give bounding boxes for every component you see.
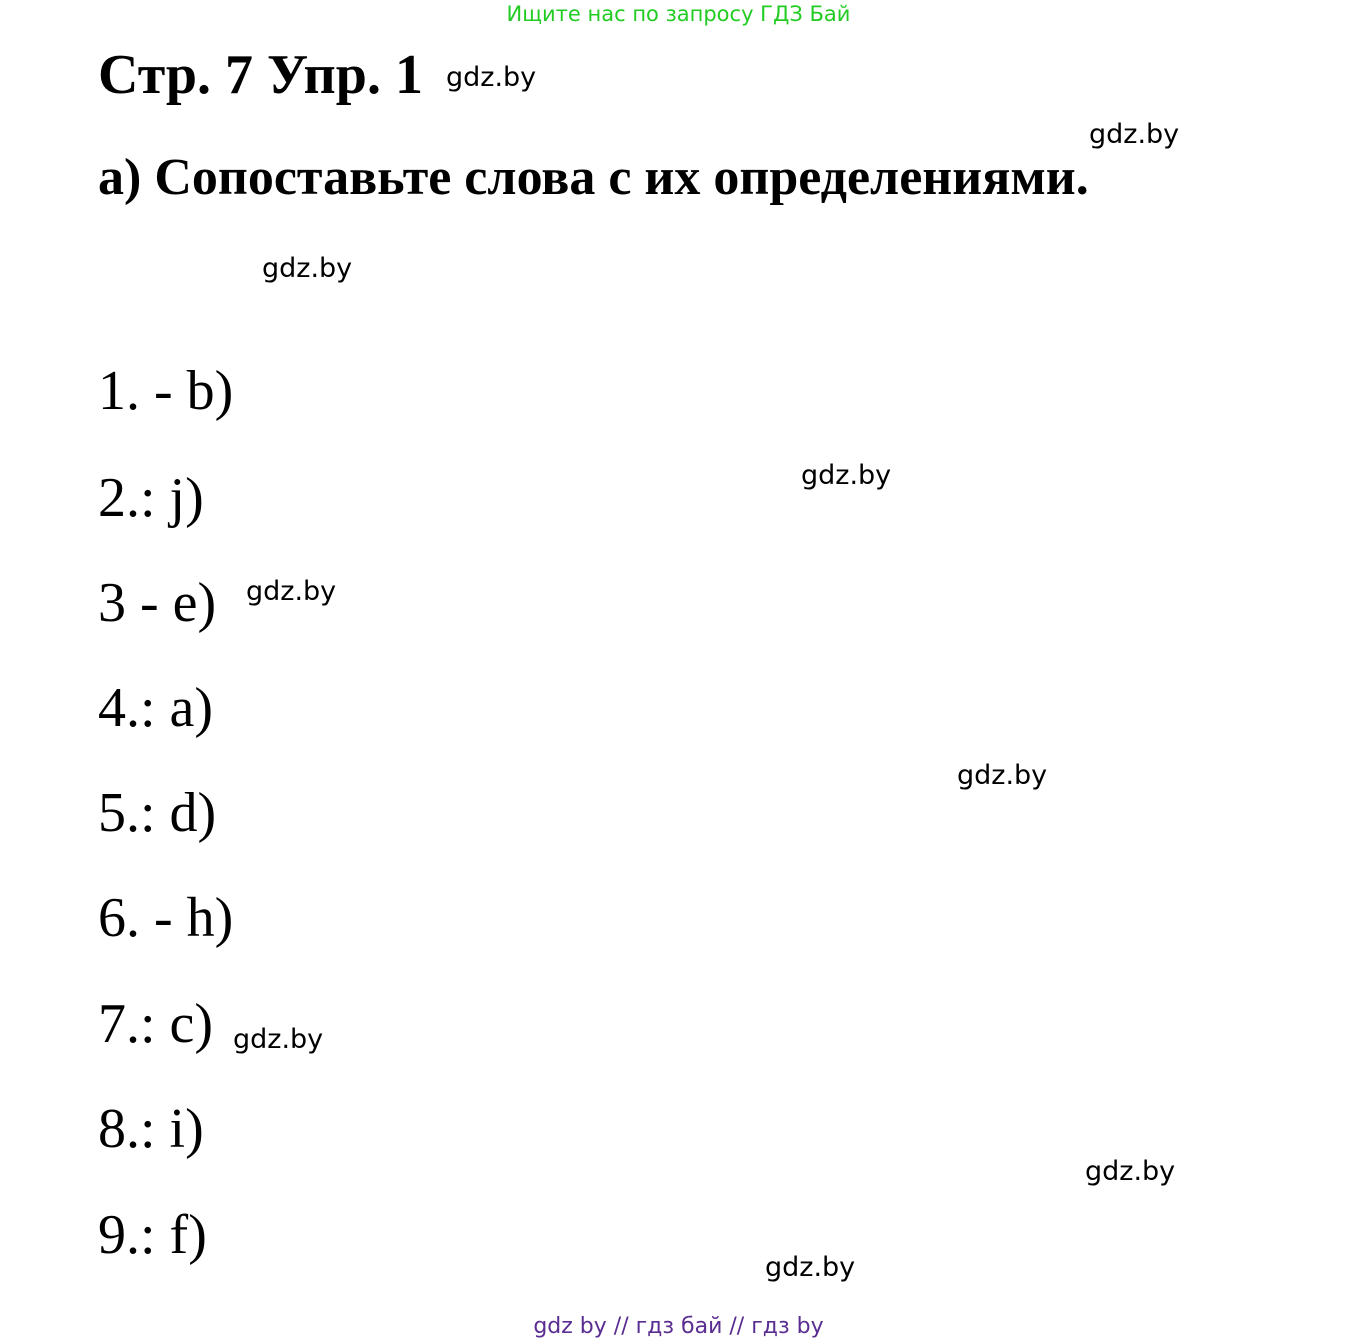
watermark: gdz.by xyxy=(1089,119,1180,150)
answer-item-9: 9.: f) xyxy=(98,1204,207,1266)
answer-item-3: 3 - e) xyxy=(98,572,217,634)
answer-item-1: 1. - b) xyxy=(98,360,234,422)
watermark: gdz.by xyxy=(957,760,1048,791)
answer-item-5: 5.: d) xyxy=(98,782,217,844)
watermark: gdz.by xyxy=(246,576,337,607)
footer: gdz by // гдз бай // гдз by xyxy=(533,1314,824,1339)
watermark: gdz.by xyxy=(765,1252,856,1283)
answer-item-8: 8.: i) xyxy=(98,1098,204,1160)
task-heading: а) Сопоставьте слова с их определениями. xyxy=(98,149,1089,206)
watermark: gdz.by xyxy=(1085,1156,1176,1187)
watermark: gdz.by xyxy=(446,62,537,93)
watermark: gdz.by xyxy=(801,460,892,491)
answer-item-2: 2.: j) xyxy=(98,467,204,529)
page-title: Стр. 7 Упр. 1 xyxy=(98,44,423,106)
top-banner: Ищите нас по запросу ГДЗ Бай xyxy=(506,2,851,26)
answer-item-6: 6. - h) xyxy=(98,887,234,949)
answer-item-4: 4.: a) xyxy=(98,677,214,739)
watermark: gdz.by xyxy=(262,253,353,284)
watermark: gdz.by xyxy=(233,1024,324,1055)
answer-item-7: 7.: c) xyxy=(98,993,214,1055)
